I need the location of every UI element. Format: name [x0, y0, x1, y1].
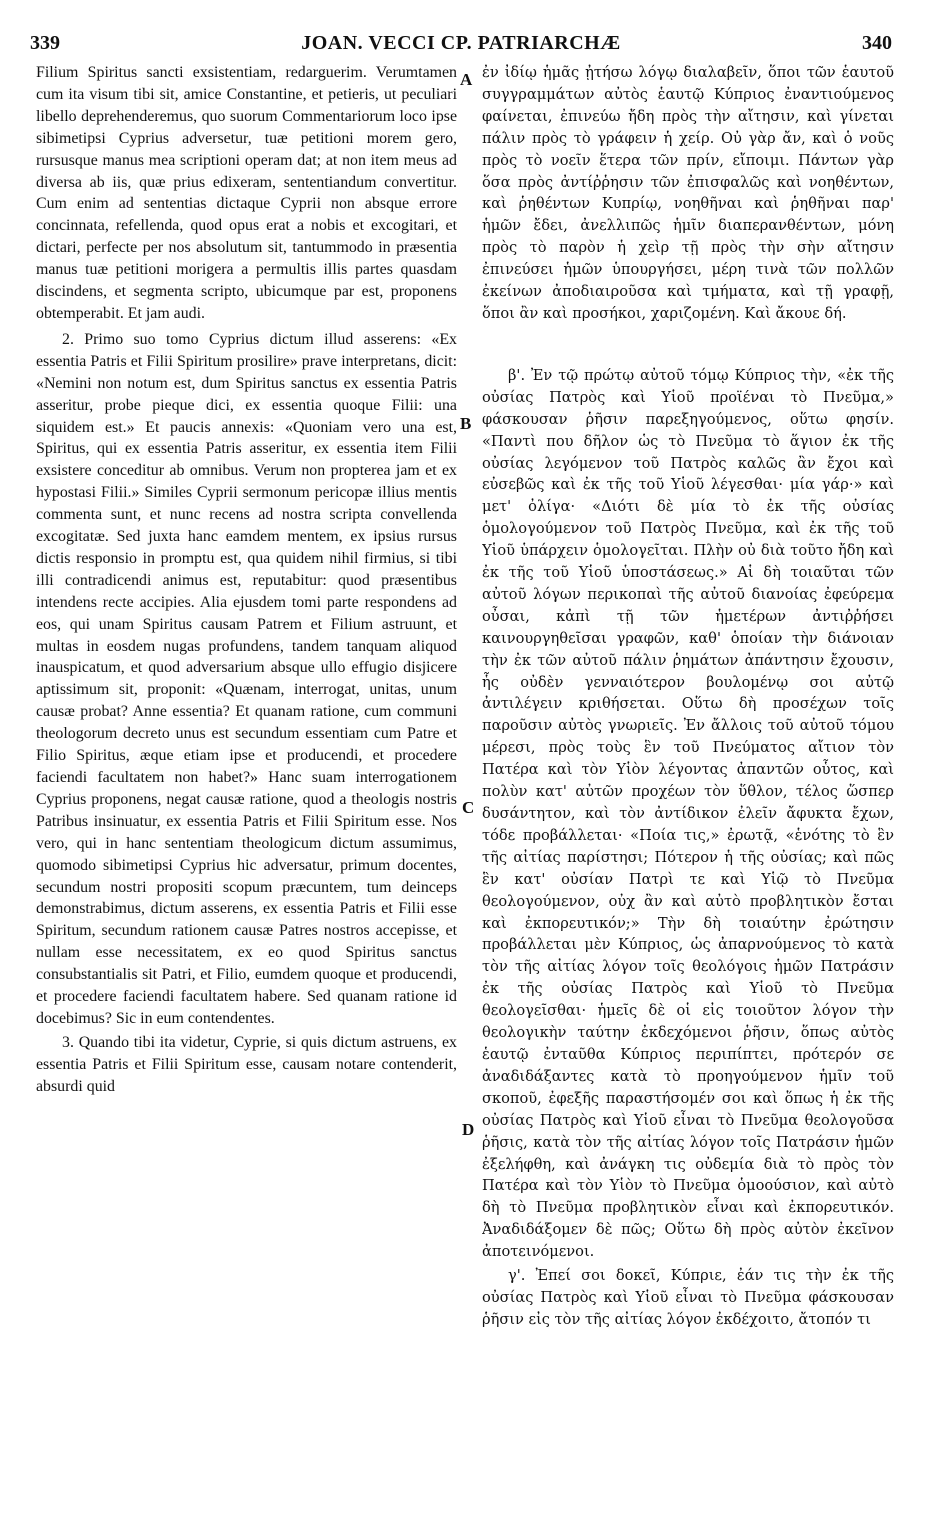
margin-marker-b: B	[460, 414, 472, 433]
margin-marker-c: C	[462, 798, 475, 817]
latin-paragraph-3: 3. Quando tibi ita videtur, Cyprie, si quis dictum astruens, ex essentia Patris et Filii Spiritum esse, causam notare contenderit, absurdi quid	[36, 1033, 457, 1095]
latin-column	[36, 62, 457, 1540]
latin-paragraph-2: 2. Primo suo tomo Cyprius dictum illud asserens: «Ex essentia Patris et Filii Spiritum prosilire» prave interpretans, dicit: «Nemini non notum est, dum Spiritus sanctus ex essentia Patris asseritur, probe pieque dici, ex essentia quoque Filii: una siquidem est.» Et paucis annexis: «Quoniam vero una est, Spiritus, qui ex essentia Patris asseritur, ex essentia item Filii exsistere conceditur ab omnibus. Verum non propterea jam et ex hypostasi Filii.» Similes Cyprii sermonum pericopæ illius mentis commenta sunt, et nunc recens ad nostra scripta convellenda excogitatæ. Sed juxta hanc eamdem mentem, ex ipsius rursus dictis responsio in promptu est, qua quidem nihil firmius, si tibi illi contradicendi animus est, reputabitur: quod præsentibus intendens recte accipies. Alia ejusdem tomi parte respondens ad eos, qui unam Spiritus causam Patrem et Filium astruunt, et multas in eosdem nugas profundens, tandem tanquam aliquod inauspicatum, et quod adversarium absque ullo effugio disjicere aptissimum sit, proponit: «Quænam, interrogat, unitas, unum causæ probat? Anne essentia? Et quanam ratione, cum communi theologorum decreto unus est secundum essentiam cum Patre et Filio Spiritus, æque etiam ipse et producendi, et procedere faciendi facultatem non habet?» Hanc suam interrogationem Cyprius proponens, negat causæ ratione, quod a theologis nostris Patribus insinuatur, ex essentia Patris et Filii Spiritum esse. Nos vero, qui in hanc sententiam theologicum dictum assumimus, quomodo sibimetipsi Cyprius hic adversatur, primum docentes, secundum nostri propositi scopum præcuntem, tum deinceps demonstrabimus, dictum asserens, ex essentia Patris et Filii esse Spiritum, secundum rationem causæ Patres nostros accepisse, et nullam esse necessitatem, ex eo quod Spiritus sanctus consubstantialis sit Patri, et Filio, eumdem quoque et producendi, et procedere faciendi facultatem habere. Sed quanam ratione id docebimus? Sic in eum contendentes.	[36, 330, 457, 1027]
page-number-left: 339	[30, 32, 60, 54]
margin-marker-a: A	[460, 70, 473, 89]
running-title: JOAN. VECCI CP. PATRIARCHÆ	[301, 32, 621, 54]
greek-column	[482, 62, 894, 1540]
greek-paragraph-3: γ'. Ἐπεί σοι δοκεῖ, Κύπριε, ἐάν τις τὴν ἐκ τῆς οὐσίας Πατρὸς καὶ Υἱοῦ εἶναι τὸ Πνεῦμα φάσκουσαν ῥῆσιν εἰς τὸν τῆς αἰτίας λόγον ἐκδέχοιτο, ἄτοπόν τι	[482, 1267, 894, 1328]
greek-paragraph-2: β'. Ἐν τῷ πρώτῳ αὐτοῦ τόμῳ Κύπριος τὴν, «ἐκ τῆς οὐσίας Πατρὸς καὶ Υἱοῦ προϊέναι τὸ Πνεῦμα,» φάσκουσαν ῥῆσιν παρεξηγούμενος, οὕτω φησίν. «Παντὶ που δῆλον ὡς τὸ Πνεῦμα τὸ ἅγιον ἐκ τῆς οὐσίας λεγόμενον τοῦ Πατρὸς καλῶς ἂν ἔχοι καὶ εὐσεβῶς καὶ ἐκ τῆς τοῦ Υἱοῦ λέγεσθαι· μία γάρ·» καὶ μετ' ὀλίγα· «Διότι δὲ μία τὸ ἐκ τῆς οὐσίας ὁμολογούμενον τοῦ Πατρὸς Πνεῦμα, καὶ ἐκ τῆς τοῦ Υἱοῦ ὑπάρχειν ὁμολογεῖται. Πλὴν οὐ διὰ τοῦτο ἤδη καὶ ἐκ τῆς τοῦ Υἱοῦ ὑποστάσεως.» Αἱ δὴ τοιαῦται τῶν αὐτοῦ λόγων περικοπαὶ τῆς αὐτοῦ διανοίας ἐφεύρεμα οὖσαι, κἀπὶ τῇ τῶν ἡμετέρων ἀντιῤῥήσει καινουργηθεῖσαι γραφῶν, καθ' ὁποίαν τὴν διάνοιαν τὴν ἐκ τῶν αὐτοῦ πάλιν ῥημάτων ἀπάντησιν ἔχουσιν, ἧς οὐδὲν γενναιότερον βουλομένῳ σοι αὐτῷ ἀντιλέγειν κριθήσεται. Οὕτω δὴ προσέχων τοῖς παροῦσιν αὐτὸς γνωριεῖς. Ἐν ἄλλοις τοῦ αὐτοῦ τόμου μέρεσι, πρὸς τοὺς ἓν τοῦ Πνεύματος αἴτιον τὸν Πατέρα καὶ τὸν Υἱὸν λέγοντας ἀπαντῶν οὗτος, καὶ πολὺν κατ' αὐτῶν προχέων τὸν ὕθλον, τέλος ὥσπερ δυσάντητον, καὶ τὸν ἀντίδικον ἐλεῖν ἄφυκτα ἔχων, τόδε προβάλλεται· «Ποία τις,» ἐρωτᾷ, «ἑνότης τὸ ἓν τῆς αἰτίας παρίστησι; Πότερον ἡ τῆς οὐσίας; καὶ πῶς ἓν κατ' οὐσίαν Πατρὶ τε καὶ Υἱῷ τὸ Πνεῦμα θεολογούμενον, οὐχ ἂν καὶ αὐτὸ προβλητικὸν ἔσται καὶ ἐκπορευτικόν;» Τὴν δὴ τοιαύτην ἐρώτησιν προβάλλεται μὲν Κύπριος, ὡς ἀπαρνούμενος τὸ κατὰ τὸν τῆς αἰτίας λόγον τοῖς θεολόγοις ἡμῶν Πατράσιν ἐκ τῆς οὐσίας Πατρὸς καὶ Υἱοῦ τὸ Πνεῦμα θεολογεῖσθαι· ἡμεῖς δὲ οἱ εἰς τοιοῦτον λόγον τὴν θεολογικὴν ταύτην ἐκδεχόμενοι ῥῆσιν, ὅπως αὐτὸς ἑαυτῷ ἐνταῦθα Κύπριος περιπίπτει, πρότερόν σε ἀναδιδάξαντες κατὰ τὸ προηγούμενον ἡμῖν τοῦ σκοποῦ, ἐφεξῆς παραστήσομέν σοι καὶ ὅπως ἡ ἐκ τῆς οὐσίας Πατρὸς καὶ Υἱοῦ εἶναι τὸ Πνεῦμα θεολογοῦσα ῥῆσις, κατὰ τὸν τῆς αἰτίας λόγον τοῖς Πατράσιν ἡμῶν ἐξελήφθη, καὶ ἀνάγκη τις οὐδεμία διὰ τὸ πρὸς τὸν Πατέρα καὶ τὸν Υἱὸν τὸ Πνεῦμα ὁμοούσιον, καὶ αὐτὸ δὴ τὸ Πνεῦμα προβλητικὸν εἶναι καὶ ἐκπορευτικόν. Ἀναδιδάξομεν δὲ πῶς; Οὕτω δὴ πρὸς αὐτὸν ἐκεῖνον ἀποτεινόμενοι.	[482, 366, 894, 1261]
greek-paragraph-1: ἐν ἰδίῳ ἡμᾶς ᾐτήσω λόγῳ διαλαβεῖν, ὅποι τῶν ἑαυτοῦ συγγραμμάτων αὐτὸς ἑαυτῷ Κύπριος ἐναντιούμενος φαίνεται, ἐπινεύω ἤδη πρὸς τὴν αἴτησιν, καὶ γίνεται πάλιν πρὸς τὸ γράφειν ἡ χείρ. Οὐ γὰρ ἄν, καὶ ὁ νοῦς πρὸς τὸ νοεῖν ἕτερα τῶν πρίν, εἴποιμι. Πάντων γὰρ ὅσα πρὸς ἀντίῤῥησιν τῶν ἐπισφαλῶς καὶ νοηθέντων, καὶ ῥηθέντων Κυπρίῳ, νοηθῆναι καὶ ῥηθῆναι παρ' ἡμῶν ἔδει, ἀνελλιπῶς ἡμῖν διαπερανθέντων, μόνη πρὸς τὸ παρὸν ἡ χεὶρ τῇ πρὸς τὴν σὴν αἴτησιν ἐπινεύσει ἡμῶν ὑπουργήσει, μέρη τινὰ τῶν πολλῶν ἐκείνων ἀποδιαιροῦσα καὶ τμήματα, καὶ τῇ γραφῇ, ὅποι ἂν καὶ προσήκοι, χαριζομένη. Καὶ ἄκουε δή.	[482, 64, 894, 322]
page-number-right: 340	[862, 32, 892, 54]
running-header	[30, 30, 892, 60]
margin-marker-d: D	[462, 1120, 475, 1139]
latin-paragraph-1: Filium Spiritus sancti exsistentiam, redarguerim. Verumtamen cum ita visum tibi sit, amice Constantine, et petieris, ut peculiari libello deprehenderemus, quo suorum Commentariorum loco ipse sibimetipsi Cyprius adversetur, tuæ petitioni morem gero, rursusque manus mea scriptioni operam dat; at non item meus ad diversa ab iis, quæ prius edixeram, sententiandum convertitur. Cum enim ad sententias dictaque Cyprii non absque errore concinnata, refellenda, quod opus erat a nobis et excogitari, et dictari, perfecte per nos absolutum sit, tantummodo in præsentia manus tuæ petitioni morigera a permultis illis partes quasdam discindens, et segmenta scripto, ubicumque par est, proponens obtemperabit. Et jam audi.	[36, 64, 457, 322]
